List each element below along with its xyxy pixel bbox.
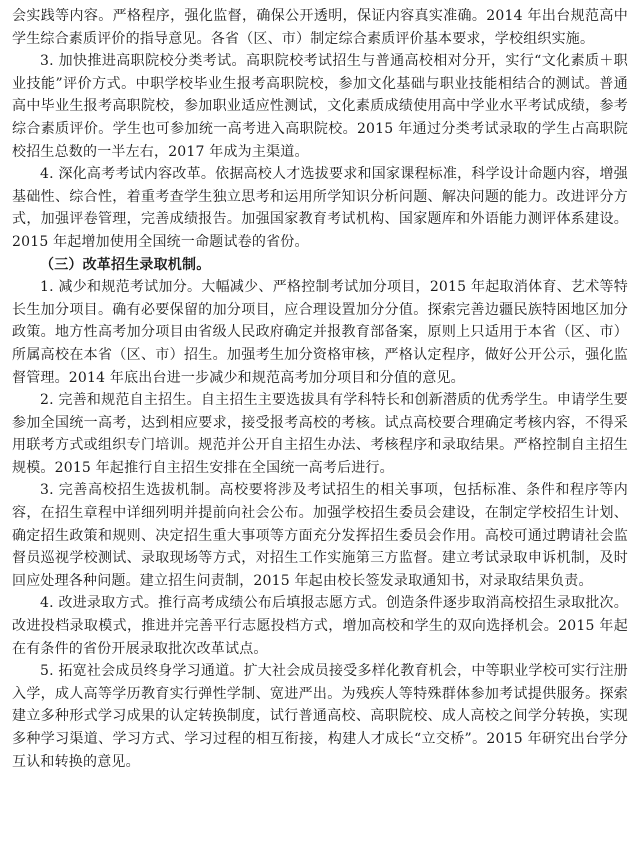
paragraph-item-4-exam-content: 4. 深化高考考试内容改革。依据高校人才选拔要求和国家课程标准，科学设计命题内容，增强基础性、综合性，着重考查学生独立思考和运用所学知识分析问题、解决问题的能力。改进评分方式，加强评卷管理，完善成绩报告。加强国家教育考试机构、国家题库和外语能力测评体系建设。2015 年起增加使用全国统一命题试卷的省份。 xyxy=(12,166,628,250)
paragraph-item-5-lifelong-learning: 5. 拓宽社会成员终身学习通道。扩大社会成员接受多样化教育机会，中等职业学校可实行注册入学，成人高等学历教育实行弹性学制、宽进严出。为残疾人等特殊群体参加考试提供服务。探索建立多种形式学习成果的认定转换制度，试行普通高校、高职院校、成人高校之间学分转换，实现多种学习渠道、学习方式、学习过程的相互衔接，构建人才成长“立交桥”。2015 年研究出台学分互认和转换的意见。 xyxy=(12,663,628,770)
section-heading-admission: （三）改革招生录取机制。 xyxy=(40,256,211,273)
paragraph-item-3-selection-mechanism: 3. 完善高校招生选拔机制。高校要将涉及考试招生的相关事项，包括标准、条件和程序等内容，在招生章程中详细列明并提前向社会公布。加强学校招生委员会建设，在制定学校招生计划、确定招生政策和规则、决定招生重大事项等方面充分发挥招生委员会作用。高校可通过聘请社会监督员巡视学校测试、录取现场等方式，对招生工作实施第三方监督。建立考试录取申诉机制，及时回应处理各种问题。建立招生问责制，2015 年起由校长签发录取通知书，对录取结果负责。 xyxy=(12,482,628,589)
paragraph-item-2-independent-recruitment: 2. 完善和规范自主招生。自主招生主要选拔具有学科特长和创新潜质的优秀学生。申请学生要参加全国统一高考，达到相应要求，接受报考高校的考核。试点高校要合理确定考核内容，不得采用联考方式或组织专门培训。规范并公开自主招生办法、考核程序和录取结果。严格控制自主招生规模。2015 年起推行自主招生安排在全国统一高考后进行。 xyxy=(12,392,628,476)
paragraph-item-4-admission-method: 4. 改进录取方式。推行高考成绩公布后填报志愿方式。创造条件逐步取消高校招生录取批次。改进投档录取模式，推进并完善平行志愿投档方式，增加高校和学生的双向选择机会。2015 年起在有条件的省份开展录取批次改革试点。 xyxy=(12,595,628,657)
paragraph-item-1-bonus-points: 1. 减少和规范考试加分。大幅减少、严格控制考试加分项目，2015 年起取消体育、艺术等特长生加分项目。确有必要保留的加分项目，应合理设置加分分值。探索完善边疆民族特困地区加分政策。地方性高考加分项目由省级人民政府确定并报教育部备案，原则上只适用于本省（区、市）所属高校在本省（区、市）招生。加强考生加分资格审核，严格认定程序，做好公开公示，强化监督管理。2014 年底出台进一步减少和规范高考加分项目和分值的意见。 xyxy=(12,279,628,386)
paragraph-continuation: 会实践等内容。严格程序，强化监督，确保公开透明，保证内容真实准确。2014 年出台规范高中学生综合素质评价的指导意见。各省（区、市）制定综合素质评价基本要求，学校组织实施。 xyxy=(12,8,628,47)
paragraph-item-3-vocational-exams: 3. 加快推进高职院校分类考试。高职院校考试招生与普通高校相对分开，实行“文化素质＋职业技能”评价方式。中职学校毕业生报考高职院校，参加文化基础与职业技能相结合的测试。普通高中毕业生报考高职院校，参加职业适应性测试，文化素质成绩使用高中学业水平考试成绩，参考综合素质评价。学生也可参加统一高考进入高职院校。2015 年通过分类考试录取的学生占高职院校招生总数的一半左右，2017 年成为主渠道。 xyxy=(12,53,628,160)
